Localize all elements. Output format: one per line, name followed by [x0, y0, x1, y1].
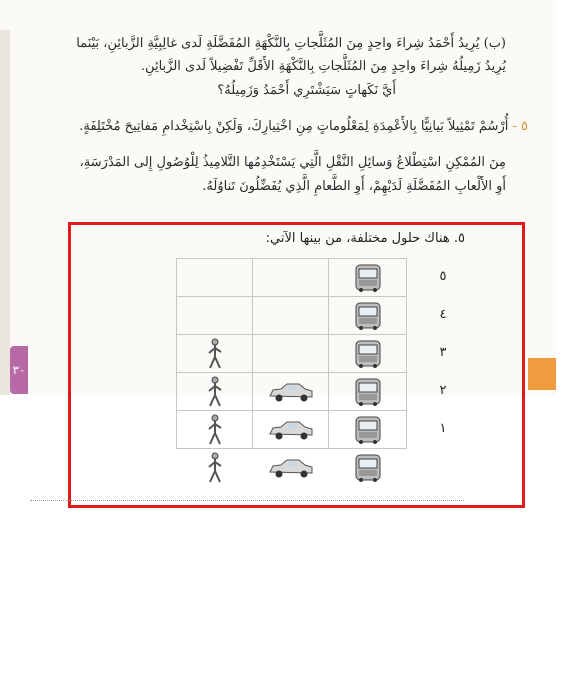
- cell-bus-1: [329, 411, 407, 449]
- cell-walk-4: [177, 297, 253, 335]
- row-label-5: ٥: [439, 269, 447, 284]
- text-line-2: يُرِيدُ زَمِيلُهُ شِراءَ واحِدٍ مِنَ المُثَلَّجاتِ بِالنَّكْهَةِ الأَقَلِّ تَفْضِيلاً لَدى الزَّبائِنِ.: [140, 59, 506, 74]
- cell-walk-3: [177, 335, 253, 373]
- cell-car-4: [253, 297, 329, 335]
- page-number: ٣٠: [12, 363, 26, 377]
- walking-person-icon: [205, 452, 225, 484]
- answer-caption: ٥. هناك حلول مختلفة، من بينها الآتي:: [265, 231, 465, 246]
- key-walk: [177, 449, 253, 487]
- page-edge: [0, 30, 10, 395]
- row-label-4: ٤: [439, 307, 447, 322]
- car-icon: [267, 419, 315, 441]
- cell-car-5: [253, 259, 329, 297]
- dotted-divider: [30, 500, 464, 501]
- cell-walk-5: [177, 259, 253, 297]
- walking-person-icon: [205, 376, 225, 408]
- pictograph-table: [176, 258, 407, 486]
- exercise-5-text: أُرْسُمْ تَمْثِيلاً بَيانِيًّا بِالأَعْمِدَةِ لِمَعْلُوماتٍ مِنِ اخْتِيارِكَ، وَلَكِنْ بِاسْتِخْدامِ مَفاتِيحَ مُخْتَلِفَةٍ.: [79, 119, 509, 134]
- bus-icon: [353, 377, 383, 407]
- bus-icon: [353, 301, 383, 331]
- cell-bus-2: [329, 373, 407, 411]
- page-number-tab: [10, 346, 28, 394]
- orange-margin-tab: [528, 358, 556, 390]
- row-label-3: ٣: [439, 345, 447, 360]
- walking-person-icon: [205, 414, 225, 446]
- walking-person-icon: [205, 338, 225, 370]
- text-line-1: (ب) يُرِيدُ أَحْمَدُ شِراءَ واحِدٍ مِنَ المُثَلَّجاتِ بِالنَّكْهَةِ المُفَضَّلَةِ لَدى غالِبِيَّةِ الزَّبائِنِ، بَيْنَما: [76, 36, 506, 51]
- bus-icon: [353, 453, 383, 483]
- text-line-5: مِنَ المُمْكِنِ اسْتِطْلاعُ وَسائِلِ النَّقْلِ الَّتِي يَسْتَخْدِمُها التَّلامِيذُ لِلْوُصُولِ إِلى المَدْرَسَةِ،: [79, 155, 506, 170]
- bus-icon: [353, 415, 383, 445]
- cell-car-1: [253, 411, 329, 449]
- cell-walk-2: [177, 373, 253, 411]
- text-line-3: أَيَّ نَكَهاتٍ سَيَشْتَرِي أَحْمَدُ وَزَمِيلُهُ؟: [217, 83, 396, 98]
- key-bus: [329, 449, 407, 487]
- car-icon: [267, 457, 315, 479]
- cell-car-2: [253, 373, 329, 411]
- cell-bus-5: [329, 259, 407, 297]
- bus-icon: [353, 339, 383, 369]
- cell-walk-1: [177, 411, 253, 449]
- car-icon: [267, 381, 315, 403]
- cell-bus-3: [329, 335, 407, 373]
- row-labels: [428, 258, 458, 448]
- row-label-2: ٢: [439, 383, 447, 398]
- cell-bus-4: [329, 297, 407, 335]
- exercise-5-line: [79, 119, 528, 134]
- row-label-1: ١: [439, 421, 447, 436]
- key-car: [253, 449, 329, 487]
- text-line-6: أَوِ الأَلْعابِ المُفَضَّلَةِ لَدَيْهِمْ، أَوِ الطَّعامِ الَّذِي يُفَضِّلُونَ تَناوُلَهُ.: [202, 179, 506, 194]
- cell-car-3: [253, 335, 329, 373]
- bus-icon: [353, 263, 383, 293]
- exercise-number: ٥ -: [512, 119, 528, 134]
